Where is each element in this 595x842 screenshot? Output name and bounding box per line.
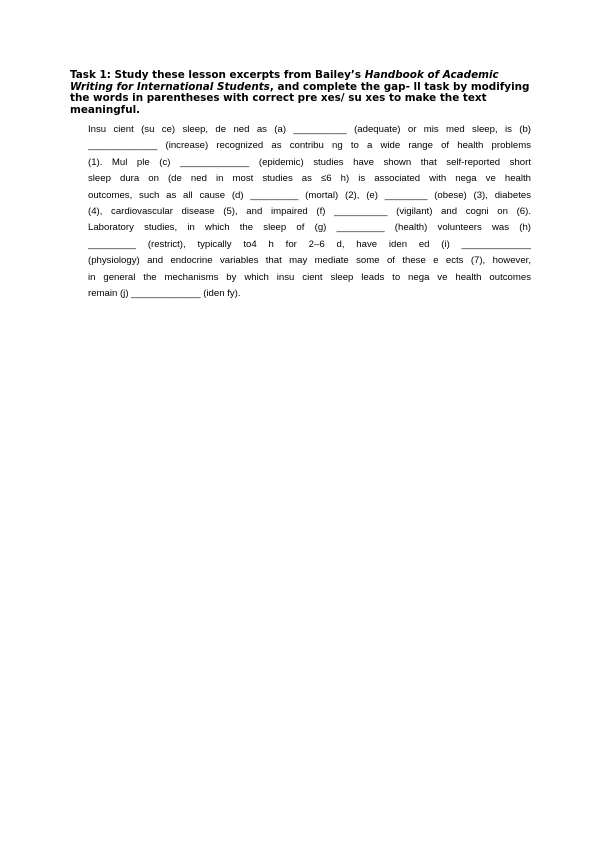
passage-line-last: remain (j) _____________ (iden fy). (88, 288, 241, 300)
task-instructions (70, 70, 530, 116)
passage-line: Laboratory studies, in which the sleep of (g) _________ (health) volunteers was (h) (88, 222, 531, 234)
task-heading-rest: , and complete the gap- ll task by modifying the words in parentheses with correct pre xes/ su xes to make the text meaningful. (70, 80, 530, 116)
task-heading-intro: Task 1: Study these lesson excerpts from Bailey’s (70, 69, 365, 81)
passage-line: (1). Mul ple (c) _____________ (epidemic) studies have shown that self-reported short (88, 156, 531, 168)
passage-line: in general the mechanisms by which insu cient sleep leads to nega ve health outcomes (88, 271, 531, 283)
passage-line: (4), cardiovascular disease (5), and impaired (f) __________ (vigilant) and cogni on (6). (88, 206, 531, 218)
excerpt-passage (88, 122, 531, 302)
passage-line: sleep dura on (de ned in most studies as ≤6 h) is associated with nega ve health (88, 173, 531, 185)
passage-line: outcomes, such as all cause (d) _________ (mortal) (2), (e) ________ (obese) (3), diabetes (88, 189, 531, 201)
passage-line: (physiology) and endocrine variables that may mediate some of these e ects (7), however, (88, 255, 531, 267)
passage-line: _____________ (increase) recognized as contribu ng to a wide range of health problems (88, 140, 531, 152)
passage-line: Insu cient (su ce) sleep, de ned as (a) __________ (adequate) or mis med sleep, is (b) (88, 124, 531, 135)
passage-line: _________ (restrict), typically to4 h for 2–6 d, have iden ed (i) _____________ (88, 238, 531, 250)
book-title: Handbook of Academic Writing for International Students (70, 69, 499, 93)
